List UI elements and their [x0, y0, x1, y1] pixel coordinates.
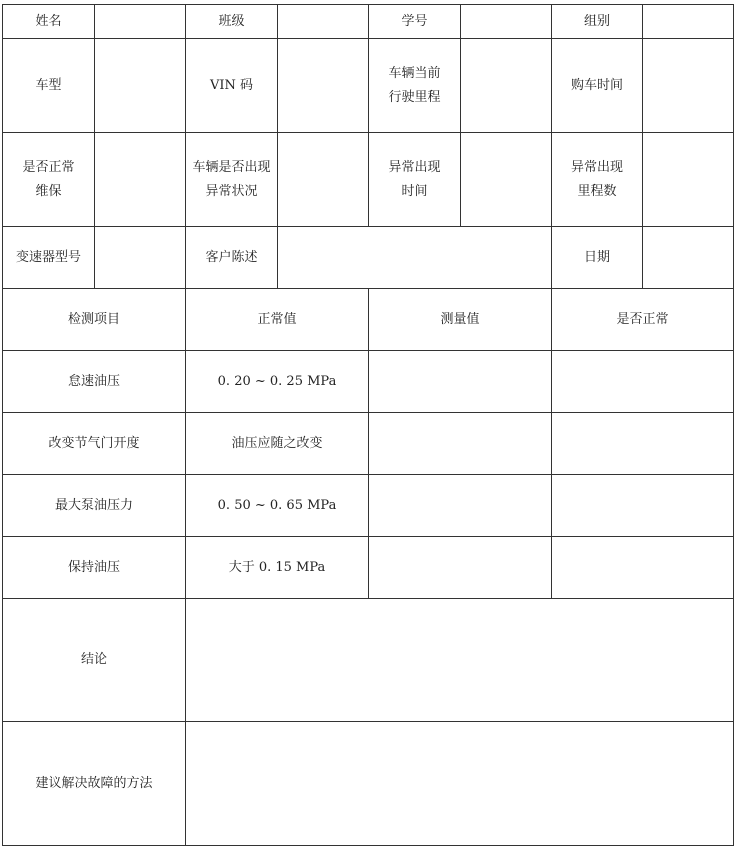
group-field[interactable]: [643, 5, 734, 39]
test-item: 最大泵油压力: [3, 475, 186, 537]
normal-value-header: 正常值: [186, 289, 369, 351]
test-is-normal-field[interactable]: [552, 351, 734, 413]
conclusion-row: [3, 599, 734, 722]
student-info-row: [3, 5, 734, 39]
purchase-date-field[interactable]: [643, 39, 734, 133]
test-measured-field[interactable]: [369, 475, 552, 537]
group-label: 组别: [552, 5, 643, 39]
test-row: [3, 475, 734, 537]
test-normal-value: 0. 50 ~ 0. 65 MPa: [186, 475, 369, 537]
test-row: [3, 537, 734, 599]
suggestion-row: [3, 722, 734, 846]
student-id-field[interactable]: [461, 5, 552, 39]
customer-label: 客户陈述: [186, 227, 278, 289]
test-row: [3, 351, 734, 413]
test-item-header: 检测项目: [3, 289, 186, 351]
test-is-normal-field[interactable]: [552, 475, 734, 537]
abnormal-label: 车辆是否出现 异常状况: [186, 133, 278, 227]
abnormal-mileage-label: 异常出现 里程数: [552, 133, 643, 227]
test-header-row: [3, 289, 734, 351]
maintenance-label: 是否正常 维保: [3, 133, 95, 227]
vehicle-model-label: 车型: [3, 39, 95, 133]
student-id-label: 学号: [369, 5, 461, 39]
vehicle-model-field[interactable]: [95, 39, 186, 133]
test-normal-value: 大于 0. 15 MPa: [186, 537, 369, 599]
abnormal-mileage-field[interactable]: [643, 133, 734, 227]
suggestion-label: 建议解决故障的方法: [3, 722, 186, 846]
test-is-normal-field[interactable]: [552, 413, 734, 475]
test-item: 怠速油压: [3, 351, 186, 413]
test-item: 保持油压: [3, 537, 186, 599]
abnormal-time-label: 异常出现 时间: [369, 133, 461, 227]
name-field[interactable]: [95, 5, 186, 39]
mileage-field[interactable]: [461, 39, 552, 133]
conclusion-label: 结论: [3, 599, 186, 722]
transmission-info-row: [3, 227, 734, 289]
class-field[interactable]: [278, 5, 369, 39]
customer-field[interactable]: [278, 227, 552, 289]
test-normal-value: 0. 20 ~ 0. 25 MPa: [186, 351, 369, 413]
conclusion-field[interactable]: [186, 599, 734, 722]
date-label: 日期: [552, 227, 643, 289]
test-measured-field[interactable]: [369, 537, 552, 599]
test-measured-field[interactable]: [369, 413, 552, 475]
test-normal-value: 油压应随之改变: [186, 413, 369, 475]
inspection-form-table: [2, 4, 734, 846]
transmission-label: 变速器型号: [3, 227, 95, 289]
vin-label: VIN 码: [186, 39, 278, 133]
abnormal-field[interactable]: [278, 133, 369, 227]
class-label: 班级: [186, 5, 278, 39]
maintenance-field[interactable]: [95, 133, 186, 227]
vehicle-info-row: [3, 39, 734, 133]
test-measured-field[interactable]: [369, 351, 552, 413]
mileage-label: 车辆当前 行驶里程: [369, 39, 461, 133]
abnormal-time-field[interactable]: [461, 133, 552, 227]
maintenance-info-row: [3, 133, 734, 227]
is-normal-header: 是否正常: [552, 289, 734, 351]
test-row: [3, 413, 734, 475]
measured-value-header: 测量值: [369, 289, 552, 351]
test-is-normal-field[interactable]: [552, 537, 734, 599]
vin-field[interactable]: [278, 39, 369, 133]
suggestion-field[interactable]: [186, 722, 734, 846]
name-label: 姓名: [3, 5, 95, 39]
test-item: 改变节气门开度: [3, 413, 186, 475]
purchase-date-label: 购车时间: [552, 39, 643, 133]
date-field[interactable]: [643, 227, 734, 289]
transmission-field[interactable]: [95, 227, 186, 289]
